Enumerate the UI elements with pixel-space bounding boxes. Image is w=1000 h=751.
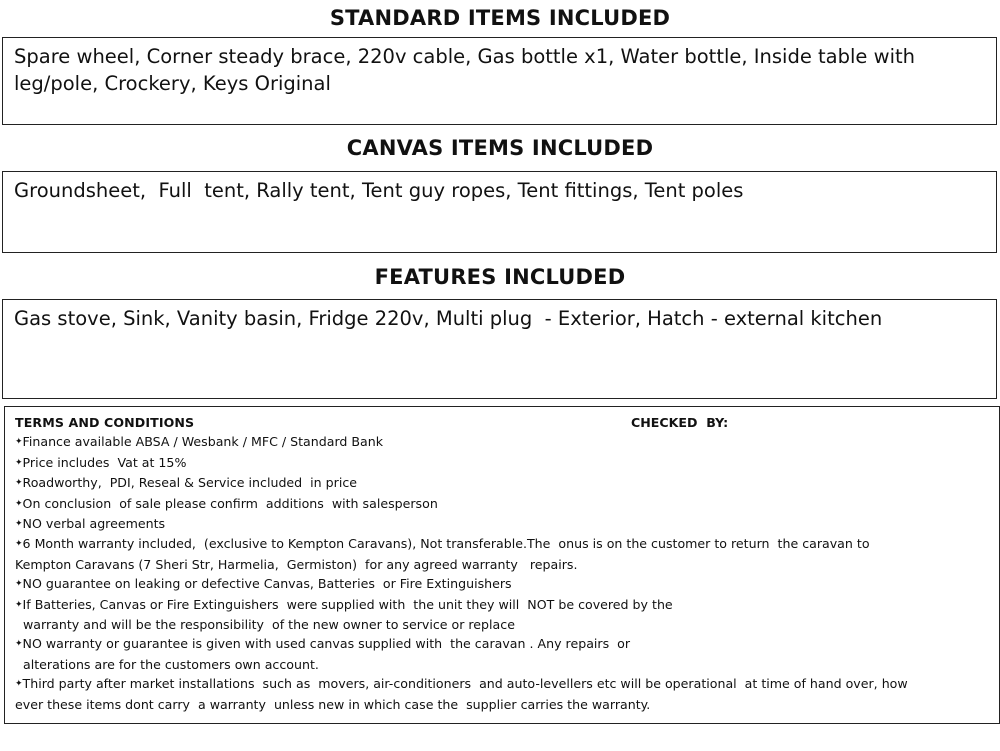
terms-line (15, 674, 999, 694)
bullet-icon: ✦ (15, 539, 23, 550)
terms-line (15, 695, 999, 714)
terms-line-text: Third party after market installations such as movers, air-conditioners and auto-levellers etc will be operational at time of hand over, how (22, 676, 908, 692)
features-text (3, 300, 996, 332)
bullet-icon: ✦ (15, 457, 23, 468)
bullet-icon: ✦ (15, 639, 23, 650)
standard-items-box (2, 37, 997, 125)
terms-line (15, 615, 999, 634)
terms-line-text: 6 Month warranty included, (exclusive to Kempton Caravans), Not transferable.The onus is on the customer to return the caravan to (22, 536, 870, 552)
features-title: FEATURES INCLUDED (374, 265, 626, 289)
bullet-icon: ✦ (15, 498, 23, 509)
bullet-icon: ✦ (15, 437, 23, 448)
bullet-icon: ✦ (15, 519, 23, 530)
terms-line (15, 634, 999, 654)
standard-items-line: Spare wheel, Corner steady brace, 220v cable, Gas bottle x1, Water bottle, Inside table with (14, 45, 915, 68)
terms-line (15, 555, 999, 574)
terms-line-text: If Batteries, Canvas or Fire Extinguishers were supplied with the unit they will NOT be covered by the (22, 596, 673, 612)
terms-line-text: NO guarantee on leaking or defective Canvas, Batteries or Fire Extinguishers (22, 576, 512, 592)
canvas-items-title: CANVAS ITEMS INCLUDED (346, 136, 654, 160)
terms-line (15, 595, 999, 615)
canvas-items-line: Groundsheet, Full tent, Rally tent, Tent guy ropes, Tent fittings, Tent poles (14, 179, 744, 202)
terms-line (15, 453, 999, 473)
bullet-icon: ✦ (15, 599, 23, 610)
terms-line-text: Price includes Vat at 15% (22, 454, 187, 470)
bullet-icon: ✦ (15, 679, 23, 690)
terms-line-text: NO verbal agreements (22, 516, 166, 532)
canvas-items-box (2, 171, 997, 253)
terms-line-text: Roadworthy, PDI, Reseal & Service included in price (22, 475, 358, 491)
terms-box (4, 406, 1000, 724)
standard-items-line: leg/pole, Crockery, Keys Original (14, 72, 331, 95)
terms-line (15, 534, 999, 554)
terms-line-text: warranty and will be the responsibility of the new owner to service or replace (23, 617, 515, 633)
terms-line (15, 655, 999, 674)
terms-line (15, 473, 999, 493)
canvas-items-text (3, 172, 996, 204)
terms-line-text: alterations are for the customers own account. (23, 656, 319, 672)
standard-items-title: STANDARD ITEMS INCLUDED (329, 6, 671, 30)
terms-line-text: NO warranty or guarantee is given with used canvas supplied with the caravan . Any repairs or (22, 636, 631, 652)
bullet-icon: ✦ (15, 579, 23, 590)
terms-line (15, 574, 999, 594)
bullet-icon: ✦ (15, 478, 23, 489)
terms-line (15, 432, 999, 452)
checked-by-label: CHECKED BY: (631, 415, 729, 430)
terms-line-text: On conclusion of sale please confirm additions with salesperson (22, 495, 438, 511)
terms-list (15, 432, 999, 714)
terms-line-text: ever these items dont carry a warranty unless new in which case the supplier carries the warranty. (15, 696, 651, 712)
terms-line (15, 494, 999, 514)
terms-heading: TERMS AND CONDITIONS (15, 415, 195, 430)
terms-line-text: Finance available ABSA / Wesbank / MFC / Standard Bank (22, 434, 384, 450)
terms-line (15, 514, 999, 534)
terms-line-text: Kempton Caravans (7 Sheri Str, Harmelia, Germiston) for any agreed warranty repairs. (15, 556, 578, 572)
features-box (2, 299, 997, 399)
features-line: Gas stove, Sink, Vanity basin, Fridge 220v, Multi plug - Exterior, Hatch - external kitchen (14, 307, 883, 330)
terms-content (5, 407, 999, 714)
standard-items-text (3, 38, 996, 97)
